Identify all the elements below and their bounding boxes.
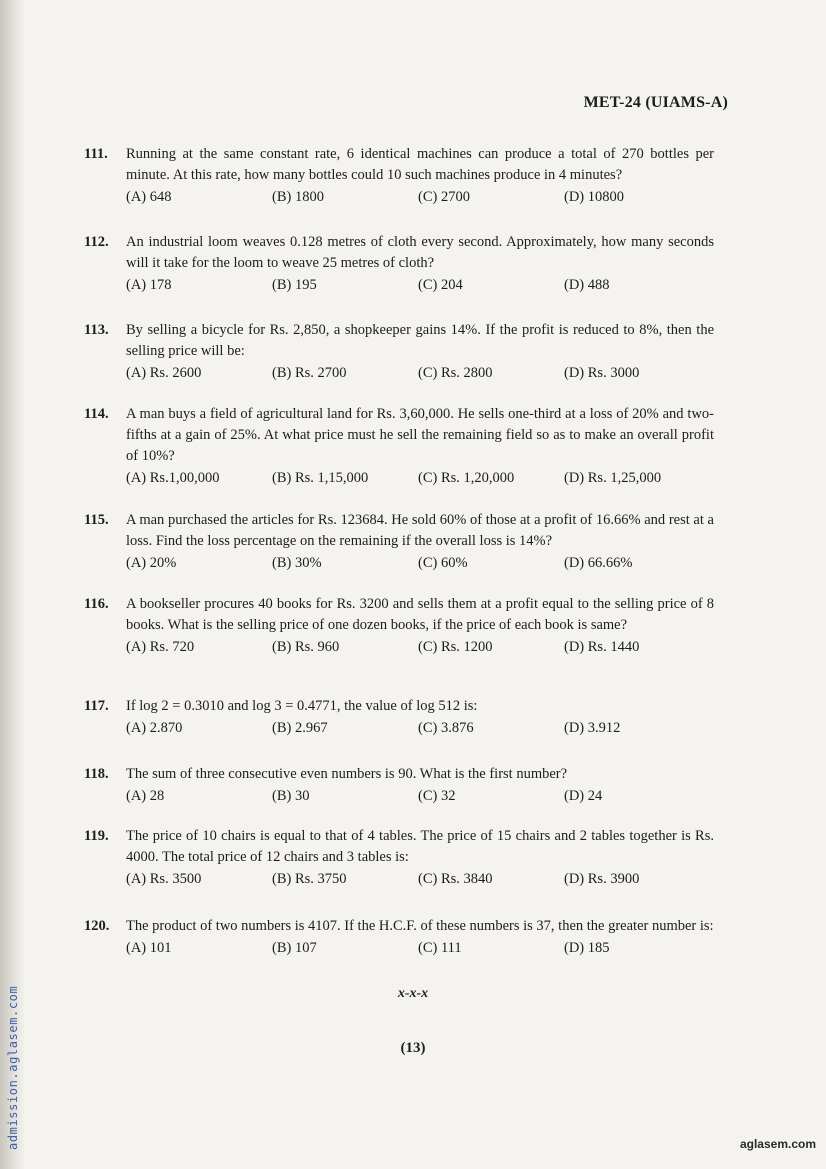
option-c: (C) 204 — [418, 277, 463, 293]
question-118 — [84, 764, 714, 806]
question-115 — [84, 510, 714, 573]
option-c: (C) 3.876 — [418, 720, 474, 736]
options-row — [126, 938, 714, 958]
question-111 — [84, 144, 714, 207]
question-number: 111. — [84, 146, 108, 162]
option-b: (B) 2.967 — [272, 720, 328, 736]
option-a: (A) 2.870 — [126, 720, 183, 736]
options-row — [126, 468, 714, 488]
end-of-section-mark: x-x-x — [397, 986, 429, 1001]
question-number: 113. — [84, 322, 109, 338]
options-row — [126, 637, 714, 657]
question-text: A bookseller procures 40 books for Rs. 3200 and sells them at a profit equal to the selling price of 8 books. What is the selling price of one dozen books, if the price of each book is same? — [126, 596, 714, 633]
question-text: An industrial loom weaves 0.128 metres of cloth every second. Approximately, how many seconds will it take for the loom to weave 25 metres of cloth? — [126, 234, 714, 271]
option-d: (D) Rs. 1,25,000 — [564, 470, 662, 486]
paper-code: MET-24 (UIAMS-A) — [583, 94, 728, 111]
option-c: (C) 111 — [418, 940, 462, 956]
option-b: (B) Rs. 3750 — [272, 871, 347, 887]
options-row — [126, 363, 714, 383]
option-a: (A) Rs. 720 — [126, 639, 195, 655]
option-b: (B) 30% — [272, 555, 322, 571]
page-number: (13) — [400, 1040, 426, 1056]
option-c: (C) Rs. 1,20,000 — [418, 470, 515, 486]
option-d: (D) 3.912 — [564, 720, 621, 736]
option-a: (A) Rs.1,00,000 — [126, 470, 220, 486]
question-number: 116. — [84, 596, 109, 612]
side-watermark: admission.aglasem.com — [6, 985, 20, 1150]
option-a: (A) 178 — [126, 277, 172, 293]
option-a: (A) Rs. 2600 — [126, 365, 202, 381]
option-c: (C) Rs. 3840 — [418, 871, 493, 887]
option-d: (D) Rs. 1440 — [564, 639, 640, 655]
option-a: (A) 28 — [126, 788, 165, 804]
question-number: 117. — [84, 698, 109, 714]
question-text: The product of two numbers is 4107. If the H.C.F. of these numbers is 37, then the greater number is: — [126, 918, 714, 934]
option-b: (B) 1800 — [272, 189, 324, 205]
options-row — [126, 553, 714, 573]
question-113 — [84, 320, 714, 383]
option-a: (A) 648 — [126, 189, 172, 205]
question-text: A man purchased the articles for Rs. 123684. He sold 60% of those at a profit of 16.66% and rest at a loss. Find the loss percentage on the remaining if the overall loss is 14%? — [126, 512, 714, 549]
option-d: (D) 66.66% — [564, 555, 633, 571]
option-c: (C) 2700 — [418, 189, 470, 205]
option-d: (D) 488 — [564, 277, 610, 293]
option-c: (C) 60% — [418, 555, 468, 571]
option-d: (D) Rs. 3900 — [564, 871, 640, 887]
option-c: (C) 32 — [418, 788, 456, 804]
question-114 — [84, 404, 714, 488]
question-116 — [84, 594, 714, 657]
question-text: The price of 10 chairs is equal to that of 4 tables. The price of 15 chairs and 2 tables together is Rs. 4000. The total price of 12 chairs and 3 tables is: — [126, 828, 714, 865]
option-b: (B) 195 — [272, 277, 317, 293]
question-number: 119. — [84, 828, 109, 844]
option-a: (A) Rs. 3500 — [126, 871, 202, 887]
question-number: 118. — [84, 766, 109, 782]
question-text: By selling a bicycle for Rs. 2,850, a shopkeeper gains 14%. If the profit is reduced to 8%, then the selling price will be: — [126, 322, 714, 359]
option-d: (D) Rs. 3000 — [564, 365, 640, 381]
options-row — [126, 718, 714, 738]
question-112 — [84, 232, 714, 295]
options-row — [126, 187, 714, 207]
option-c: (C) Rs. 2800 — [418, 365, 493, 381]
option-b: (B) 107 — [272, 940, 317, 956]
question-number: 112. — [84, 234, 109, 250]
question-number: 114. — [84, 406, 109, 422]
option-a: (A) 101 — [126, 940, 172, 956]
option-d: (D) 185 — [564, 940, 610, 956]
corner-watermark: aglasem.com — [739, 1137, 816, 1151]
question-117 — [84, 696, 714, 738]
option-b: (B) Rs. 1,15,000 — [272, 470, 369, 486]
question-text: If log 2 = 0.3010 and log 3 = 0.4771, the value of log 512 is: — [126, 698, 478, 714]
option-c: (C) Rs. 1200 — [418, 639, 493, 655]
option-a: (A) 20% — [126, 555, 177, 571]
options-row — [126, 275, 714, 295]
question-120 — [84, 916, 714, 958]
question-text: A man buys a field of agricultural land for Rs. 3,60,000. He sells one-third at a loss of 20% and two-fifths at a gain of 25%. At what price must he sell the remaining field so as to make an overall profit of 10%? — [126, 406, 714, 464]
option-b: (B) Rs. 960 — [272, 639, 340, 655]
options-row — [126, 786, 714, 806]
option-d: (D) 10800 — [564, 189, 625, 205]
question-119 — [84, 826, 714, 889]
option-b: (B) 30 — [272, 788, 310, 804]
question-text: Running at the same constant rate, 6 identical machines can produce a total of 270 bottles per minute. At this rate, how many bottles could 10 such machines produce in 4 minutes? — [126, 146, 714, 183]
options-row — [126, 869, 714, 889]
option-d: (D) 24 — [564, 788, 603, 804]
question-number: 115. — [84, 512, 109, 528]
question-text: The sum of three consecutive even numbers is 90. What is the first number? — [126, 766, 568, 782]
question-number: 120. — [84, 918, 110, 934]
option-b: (B) Rs. 2700 — [272, 365, 347, 381]
